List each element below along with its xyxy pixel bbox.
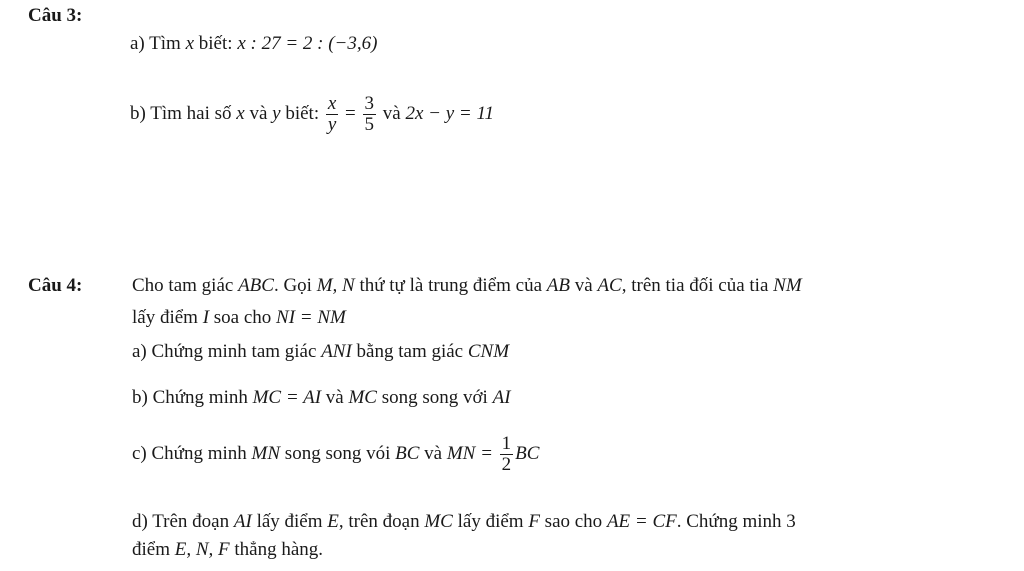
q4-part-c <box>132 432 539 476</box>
q3b-eq: = <box>345 103 356 124</box>
q4c-frac-den: 2 <box>501 454 512 476</box>
q4-intro2-m2: NI = NM <box>276 307 346 328</box>
q3b-var2: y <box>272 103 281 124</box>
q3b-and2: và <box>382 103 401 124</box>
q4-intro-t5: , trên tia đối của tia <box>621 275 769 296</box>
q3b-frac2-num: 3 <box>364 93 375 115</box>
q4c-frac-num: 1 <box>501 433 512 455</box>
q4d-m3: MC <box>424 511 453 532</box>
q4a-m2: CNM <box>467 341 510 362</box>
q4-intro-m2: M, N <box>316 275 355 296</box>
q4d-t2: lấy điểm <box>256 511 323 532</box>
q4d-t3: , trên đoạn <box>338 511 420 532</box>
q3b-frac1-den: y <box>327 114 337 136</box>
q4-intro-t4: và <box>574 275 593 296</box>
q4c-m2: BC <box>395 443 420 464</box>
q4-intro2-t1: lấy điểm <box>132 307 198 328</box>
q3b-var1: x <box>236 103 245 124</box>
q4d-m1: AI <box>233 511 252 532</box>
q4a-m1: ANI <box>321 341 352 362</box>
q4d-m4: F <box>528 511 540 532</box>
q4-part-d <box>132 510 796 534</box>
q4d-t6: . Chứng minh 3 <box>676 511 796 532</box>
q4b-m1: MC = AI <box>252 387 322 408</box>
q4c-t1: c) Chứng minh <box>132 443 247 464</box>
q4-intro-m5: NM <box>773 275 802 296</box>
q4b-t3: song song với <box>381 387 488 408</box>
q4a-t1: a) Chứng minh tam giác <box>132 341 317 362</box>
q4d-t4: lấy điểm <box>457 511 524 532</box>
q3b-text1: b) Tìm hai số <box>130 103 232 124</box>
q4d-t5: sao cho <box>544 511 603 532</box>
q4-intro-m3: AB <box>546 275 570 296</box>
q4c-m1: MN <box>251 443 281 464</box>
q4b-m2: MC <box>348 387 377 408</box>
q4c-fraction-half <box>500 434 514 475</box>
q4b-m3: AI <box>492 387 511 408</box>
q4d-t1: d) Trên đoạn <box>132 511 230 532</box>
q3-heading: Câu 3: <box>28 5 83 26</box>
q3-part-a <box>130 32 377 56</box>
q4-heading: Câu 4: <box>28 275 83 296</box>
q4c-t2: song song vói <box>284 443 391 464</box>
q4d-m5: AE = CF <box>606 511 677 532</box>
q3a-text2: biết: <box>198 33 233 54</box>
q3b-and1: và <box>249 103 268 124</box>
q4-intro-t2: . Gọi <box>273 275 312 296</box>
q4-intro-line2 <box>132 306 346 330</box>
q3b-fraction-35 <box>363 94 377 135</box>
q4-intro-m1: ABC <box>238 275 274 296</box>
q3b-fraction-xy <box>326 94 338 135</box>
q4-intro-line1 <box>132 274 802 298</box>
q3a-expr: x : 27 = 2 : (−3,6) <box>237 33 378 54</box>
q4-intro2-t2: soa cho <box>213 307 272 328</box>
q4d2-t2: thẳng hàng. <box>234 539 324 560</box>
q3b-text2: biết: <box>285 103 320 124</box>
q3-part-b <box>130 92 494 136</box>
q4-intro2-m1: I <box>202 307 210 328</box>
q4b-t1: b) Chứng minh <box>132 387 248 408</box>
q4c-m3: MN = <box>446 443 493 464</box>
q4c-m4: BC <box>515 443 540 464</box>
q4-intro-t3: thứ tự là trung điểm của <box>359 275 543 296</box>
q3a-text1: a) Tìm <box>130 33 181 54</box>
q4a-t2: bằng tam giác <box>356 341 464 362</box>
q4-intro-m4: AC <box>597 275 622 296</box>
q4c-t3: và <box>424 443 443 464</box>
q3b-expr: 2x − y = 11 <box>405 103 495 124</box>
q4-part-b <box>132 386 511 410</box>
q3a-var: x <box>185 33 195 54</box>
q4b-t2: và <box>325 387 344 408</box>
q4d2-t1: điểm <box>132 539 170 560</box>
q3b-frac1-num: x <box>327 93 337 115</box>
q3b-frac2-den: 5 <box>364 114 375 136</box>
q4d2-m1: E, N, F <box>174 539 230 560</box>
q4-intro-t1: Cho tam giác <box>132 275 234 296</box>
q4-part-d-line2 <box>132 538 323 562</box>
q4d-m2: E <box>327 511 339 532</box>
q4-part-a <box>132 340 509 364</box>
